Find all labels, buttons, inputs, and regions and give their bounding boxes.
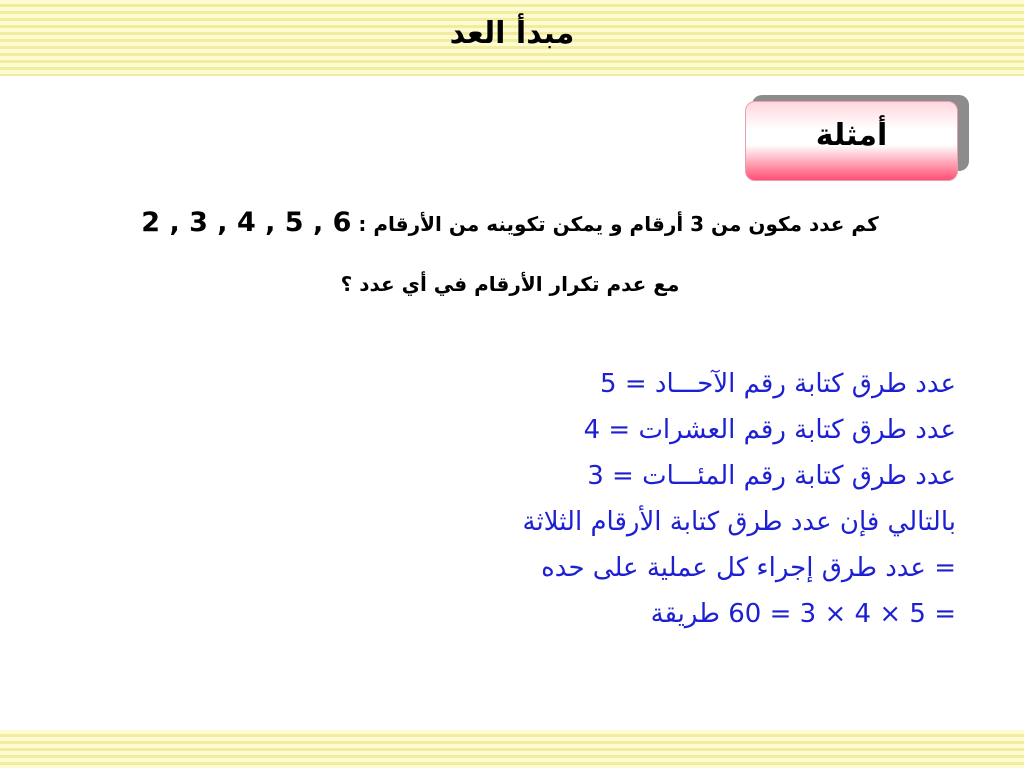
examples-badge-label: أمثلة <box>815 118 888 153</box>
question-digits: 2 , 3 , 4 , 5 , 6 <box>141 207 352 238</box>
footer-stripe-band <box>0 730 1024 768</box>
solution-line-therefore: بالتالي فإن عدد طرق كتابة الأرقام الثلاثة <box>522 507 956 537</box>
solution-line-units: عدد طرق كتابة رقم الآحـــاد = 5 <box>600 369 956 399</box>
question-line-2: مع عدم تكرار الأرقام في أي عدد ؟ <box>340 272 680 296</box>
question-line-1 <box>80 203 940 244</box>
slide-title: مبدأ العد <box>449 16 575 51</box>
solution-line-result: = 5 × 4 × 3 = 60 طريقة <box>650 599 956 629</box>
solution-line-hundreds: عدد طرق كتابة رقم المئـــات = 3 <box>587 461 956 491</box>
solution-line-product-rule: = عدد طرق إجراء كل عملية على حده <box>541 553 956 583</box>
question-text: كم عدد مكون من 3 أرقام و يمكن تكوينه من الأرقام : <box>358 212 879 236</box>
solution-line-tens: عدد طرق كتابة رقم العشرات = 4 <box>583 415 956 445</box>
solution-block <box>300 361 956 637</box>
